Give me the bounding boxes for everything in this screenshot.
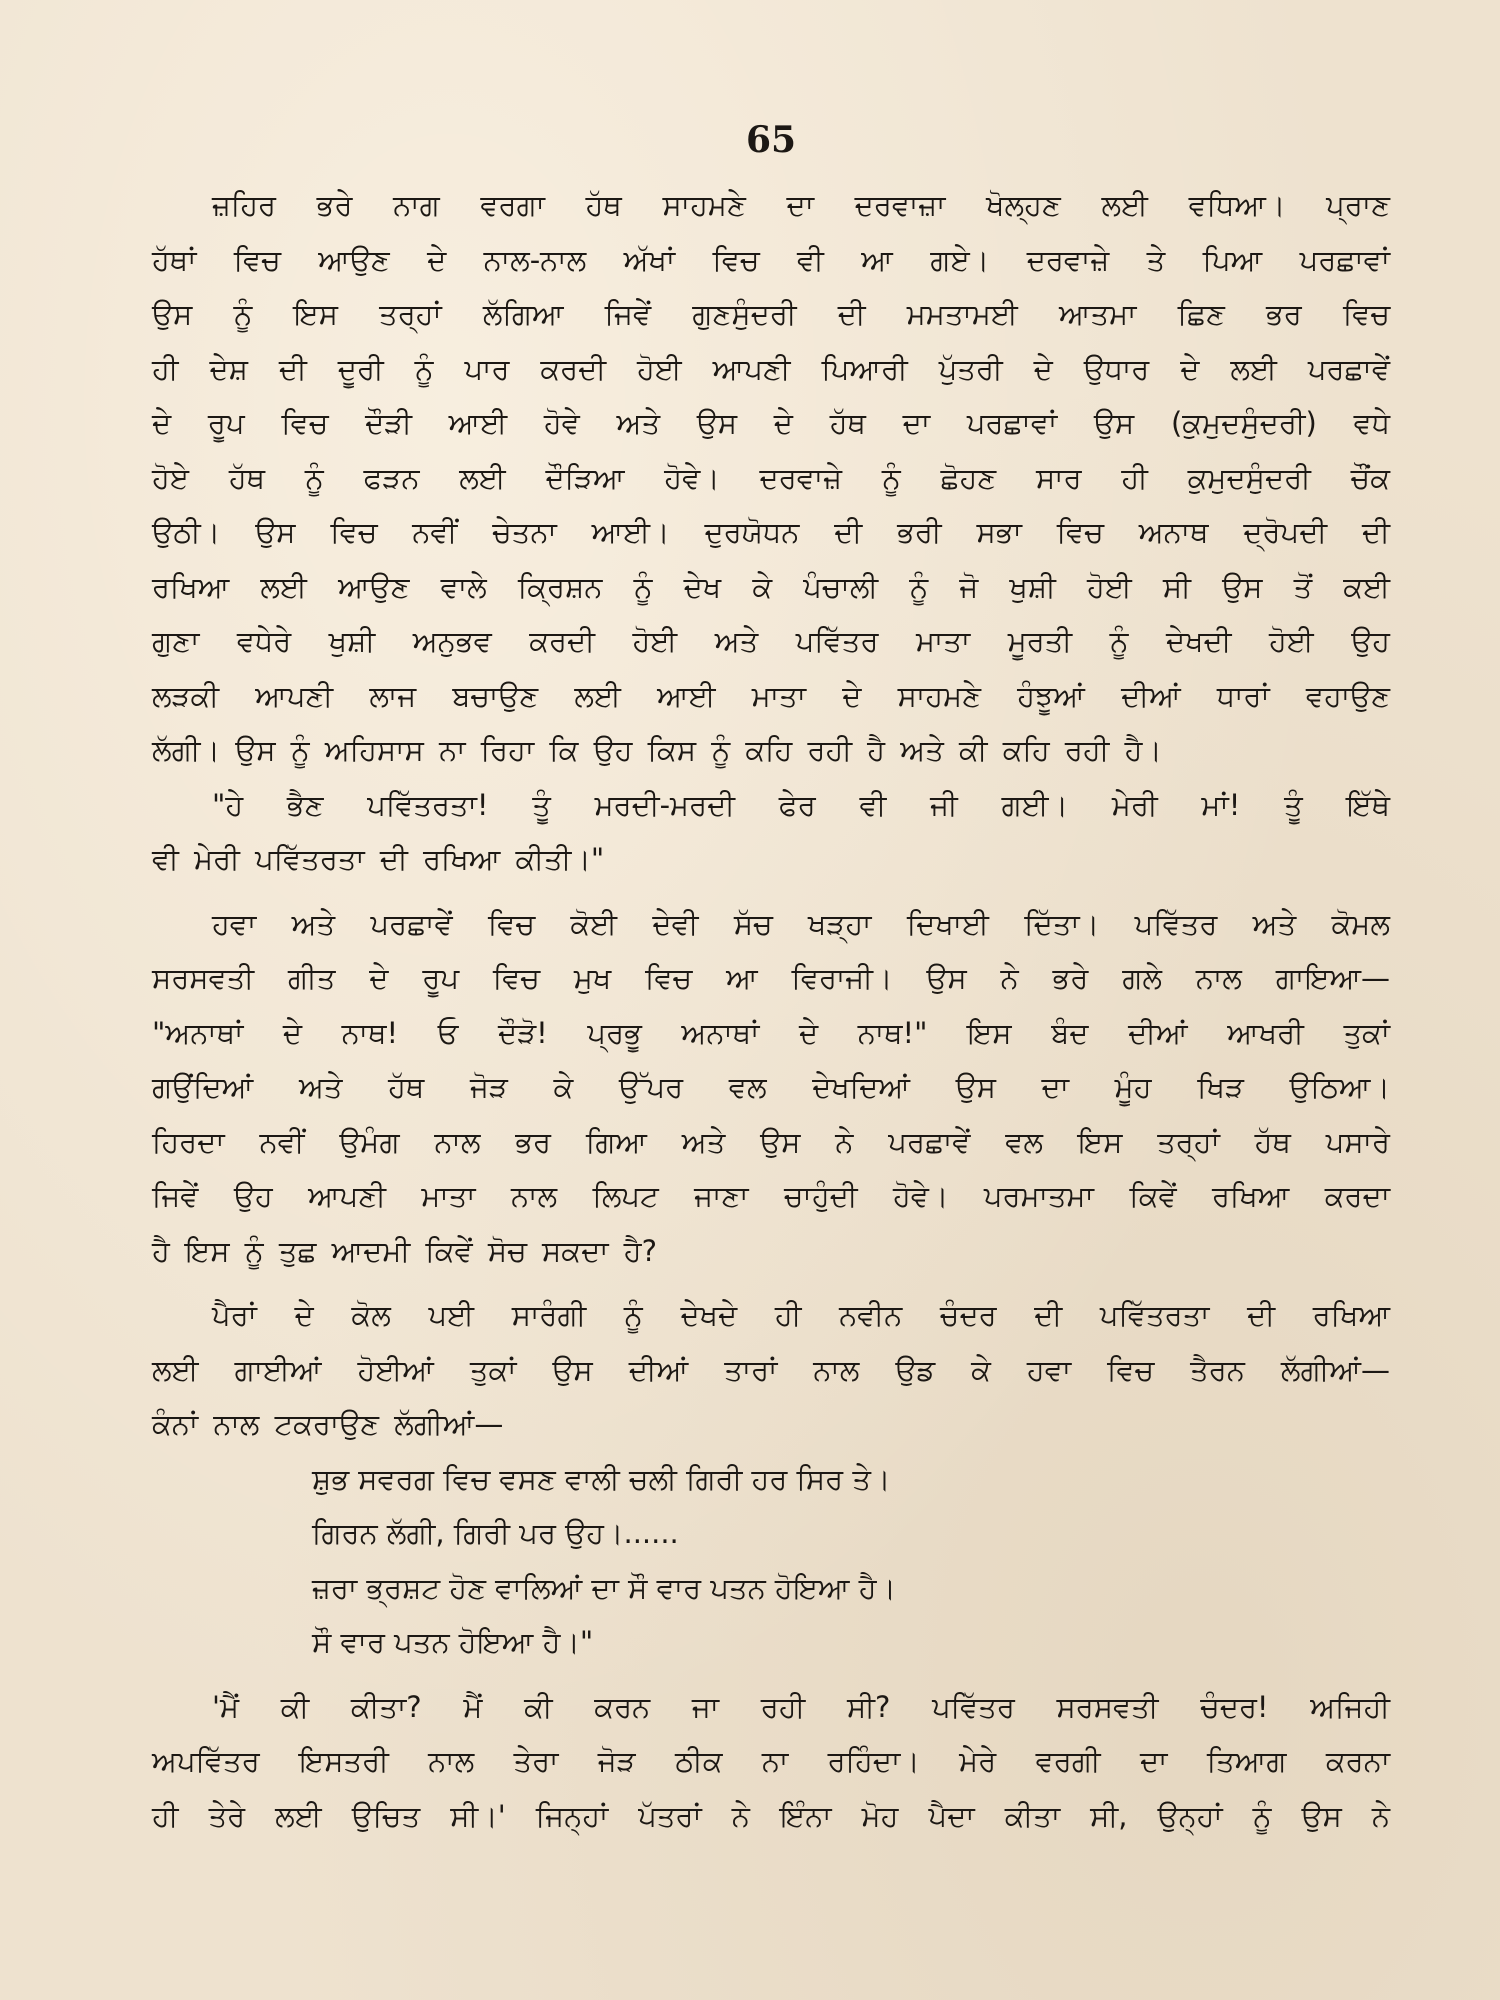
text-line: ਹੀ ਦੇਸ਼ ਦੀ ਦੂਰੀ ਨੂੰ ਪਾਰ ਕਰਦੀ ਹੋਈ ਆਪਣੀ ਪਿਆਰੀ ਪੁੱਤਰੀ ਦੇ ਉਧਾਰ ਦੇ ਲਈ ਪਰਛਾਵੇਂ [152,351,1390,386]
text-line: ਗੁਣਾ ਵਧੇਰੇ ਖੁਸ਼ੀ ਅਨੁਭਵ ਕਰਦੀ ਹੋਈ ਅਤੇ ਪਵਿੱਤਰ ਮਾਤਾ ਮੂਰਤੀ ਨੂੰ ਦੇਖਦੀ ਹੋਈ ਉਹ [152,624,1390,658]
verse-line: ਗਿਰਨ ਲੱਗੀ, ਗਿਰੀ ਪਰ ਉਹ।...... [312,1516,679,1550]
text-line: ਦੇ ਰੂਪ ਵਿਚ ਦੌੜੀ ਆਈ ਹੋਵੇ ਅਤੇ ਉਸ ਦੇ ਹੱਥ ਦਾ ਪਰਛਾਵਾਂ ਉਸ (ਕੁਮੁਦਸੁੰਦਰੀ) ਵਧੇ [152,406,1390,440]
text-line: "ਹੇ ਭੈਣ ਪਵਿੱਤਰਤਾ! ਤੂੰ ਮਰਦੀ-ਮਰਦੀ ਫੇਰ ਵੀ ਜੀ ਗਈ। ਮੇਰੀ ਮਾਂ! ਤੂੰ ਇੱਥੇ [212,787,1390,822]
paragraph-2 [152,778,1390,887]
text-line: ਹੱਥਾਂ ਵਿਚ ਆਉਣ ਦੇ ਨਾਲ-ਨਾਲ ਅੱਖਾਂ ਵਿਚ ਵੀ ਆ ਗਏ। ਦਰਵਾਜ਼ੇ ਤੇ ਪਿਆ ਪਰਛਾਵਾਂ [152,242,1390,277]
page-number: 65 [745,119,797,161]
paragraph-3 [152,897,1390,1279]
text-line: ਲੱਗੀ। ਉਸ ਨੂੰ ਅਹਿਸਾਸ ਨਾ ਰਿਹਾ ਕਿ ਉਹ ਕਿਸ ਨੂੰ ਕਹਿ ਰਹੀ ਹੈ ਅਤੇ ਕੀ ਕਹਿ ਰਹੀ ਹੈ। [152,733,1162,767]
verse-line: ਸ਼ੁਭ ਸਵਰਗ ਵਿਚ ਵਸਣ ਵਾਲੀ ਚਲੀ ਗਿਰੀ ਹਰ ਸਿਰ ਤੇ। [312,1461,891,1496]
text-line: ਉਸ ਨੂੰ ਇਸ ਤਰ੍ਹਾਂ ਲੱਗਿਆ ਜਿਵੇਂ ਗੁਣਸੁੰਦਰੀ ਦੀ ਮਮਤਾਮਈ ਆਤਮਾ ਛਿਣ ਭਰ ਵਿਚ [152,297,1390,331]
text-line: ਵੀ ਮੇਰੀ ਪਵਿੱਤਰਤਾ ਦੀ ਰਖਿਆ ਕੀਤੀ।" [152,842,605,876]
text-line: ਉਠੀ। ਉਸ ਵਿਚ ਨਵੀਂ ਚੇਤਨਾ ਆਈ। ਦੁਰਯੋਧਨ ਦੀ ਭਰੀ ਸਭਾ ਵਿਚ ਅਨਾਥ ਦ੍ਰੋਪਦੀ ਦੀ [152,515,1390,549]
verse-line: ਜ਼ਰਾ ਭ੍ਰਸ਼ਟ ਹੋਣ ਵਾਲਿਆਂ ਦਾ ਸੌ ਵਾਰ ਪਤਨ ਹੋਇਆ ਹੈ। [312,1570,897,1605]
text-line: ਕੰਨਾਂ ਨਾਲ ਟਕਰਾਉਣ ਲੱਗੀਆਂ— [152,1407,504,1441]
text-line: ਹਵਾ ਅਤੇ ਪਰਛਾਵੇਂ ਵਿਚ ਕੋਈ ਦੇਵੀ ਸੱਚ ਖੜ੍ਹਾ ਦਿਖਾਈ ਦਿੱਤਾ। ਪਵਿੱਤਰ ਅਤੇ ਕੋਮਲ [212,906,1390,941]
text-line: ਅਪਵਿੱਤਰ ਇਸਤਰੀ ਨਾਲ ਤੇਰਾ ਜੋੜ ਠੀਕ ਨਾ ਰਹਿੰਦਾ। ਮੇਰੇ ਵਰਗੀ ਦਾ ਤਿਆਗ ਕਰਨਾ [152,1744,1390,1778]
text-line: ਹੋਏ ਹੱਥ ਨੂੰ ਫੜਨ ਲਈ ਦੌੜਿਆ ਹੋਵੇ। ਦਰਵਾਜ਼ੇ ਨੂੰ ਛੋਹਣ ਸਾਰ ਹੀ ਕੁਮੁਦਸੁੰਦਰੀ ਚੌਂਕ [152,460,1390,495]
text-line: ਜਿਵੇਂ ਉਹ ਆਪਣੀ ਮਾਤਾ ਨਾਲ ਲਿਪਟ ਜਾਣਾ ਚਾਹੁੰਦੀ ਹੋਵੇ। ਪਰਮਾਤਮਾ ਕਿਵੇਂ ਰਖਿਆ ਕਰਦਾ [152,1179,1390,1213]
text-line: ਰਖਿਆ ਲਈ ਆਉਣ ਵਾਲੇ ਕ੍ਰਿਸ਼ਨ ਨੂੰ ਦੇਖ ਕੇ ਪੰਚਾਲੀ ਨੂੰ ਜੋ ਖੁਸ਼ੀ ਹੋਈ ਸੀ ਉਸ ਤੋਂ ਕਈ [152,569,1390,604]
text-line: ਹੈ ਇਸ ਨੂੰ ਤੁਛ ਆਦਮੀ ਕਿਵੇਂ ਸੋਚ ਸਕਦਾ ਹੈ? [152,1233,657,1268]
paragraph-5 [152,1680,1390,1844]
text-line: ਹੀ ਤੇਰੇ ਲਈ ਉਚਿਤ ਸੀ।' ਜਿਨ੍ਹਾਂ ਪੱਤਰਾਂ ਨੇ ਇੰਨਾ ਮੋਹ ਪੈਦਾ ਕੀਤਾ ਸੀ, ਉਨ੍ਹਾਂ ਨੂੰ ਉਸ ਨੇ [152,1798,1390,1833]
text-line: ਪੈਰਾਂ ਦੇ ਕੋਲ ਪਈ ਸਾਰੰਗੀ ਨੂੰ ਦੇਖਦੇ ਹੀ ਨਵੀਨ ਚੰਦਰ ਦੀ ਪਵਿੱਤਰਤਾ ਦੀ ਰਖਿਆ [212,1298,1390,1332]
text-line: ਜ਼ਹਿਰ ਭਰੇ ਨਾਗ ਵਰਗਾ ਹੱਥ ਸਾਹਮਣੇ ਦਾ ਦਰਵਾਜ਼ਾ ਖੋਲ੍ਹਣ ਲਈ ਵਧਿਆ। ਪ੍ਰਾਣ [212,188,1390,222]
text-line: ਗਉਂਦਿਆਂ ਅਤੇ ਹੱਥ ਜੋੜ ਕੇ ਉੱਪਰ ਵਲ ਦੇਖਦਿਆਂ ਉਸ ਦਾ ਮੂੰਹ ਖਿੜ ਉਠਿਆ। [152,1070,1390,1104]
text-line: "ਅਨਾਥਾਂ ਦੇ ਨਾਥ! ਓ ਦੌੜੋ! ਪ੍ਰਭੂ ਅਨਾਥਾਂ ਦੇ ਨਾਥ!" ਇਸ ਬੰਦ ਦੀਆਂ ਆਖਰੀ ਤੁਕਾਂ [152,1015,1390,1050]
paragraph-4 [152,1288,1390,1452]
text-line: ਲਈ ਗਾਈਆਂ ਹੋਈਆਂ ਤੁਕਾਂ ਉਸ ਦੀਆਂ ਤਾਰਾਂ ਨਾਲ ਉਡ ਕੇ ਹਵਾ ਵਿਚ ਤੈਰਨ ਲੱਗੀਆਂ— [152,1352,1390,1387]
text-line: ਹਿਰਦਾ ਨਵੀਂ ਉਮੰਗ ਨਾਲ ਭਰ ਗਿਆ ਅਤੇ ਉਸ ਨੇ ਪਰਛਾਵੇਂ ਵਲ ਇਸ ਤਰ੍ਹਾਂ ਹੱਥ ਪਸਾਰੇ [152,1124,1390,1159]
verse-block [152,1452,1390,1670]
text-line: ਸਰਸਵਤੀ ਗੀਤ ਦੇ ਰੂਪ ਵਿਚ ਮੁਖ ਵਿਚ ਆ ਵਿਰਾਜੀ। ਉਸ ਨੇ ਭਰੇ ਗਲੇ ਨਾਲ ਗਾਇਆ— [152,961,1390,995]
paragraph-1 [152,178,1390,778]
verse-line: ਸੌ ਵਾਰ ਪਤਨ ਹੋਇਆ ਹੈ।" [312,1625,594,1659]
text-line: ਲੜਕੀ ਆਪਣੀ ਲਾਜ ਬਚਾਉਣ ਲਈ ਆਈ ਮਾਤਾ ਦੇ ਸਾਹਮਣੇ ਹੰਝੂਆਂ ਦੀਆਂ ਧਾਰਾਂ ਵਹਾਉਣ [152,678,1390,713]
text-line: 'ਮੈਂ ਕੀ ਕੀਤਾ? ਮੈਂ ਕੀ ਕਰਨ ਜਾ ਰਹੀ ਸੀ? ਪਵਿੱਤਰ ਸਰਸਵਤੀ ਚੰਦਰ! ਅਜਿਹੀ [212,1689,1390,1724]
